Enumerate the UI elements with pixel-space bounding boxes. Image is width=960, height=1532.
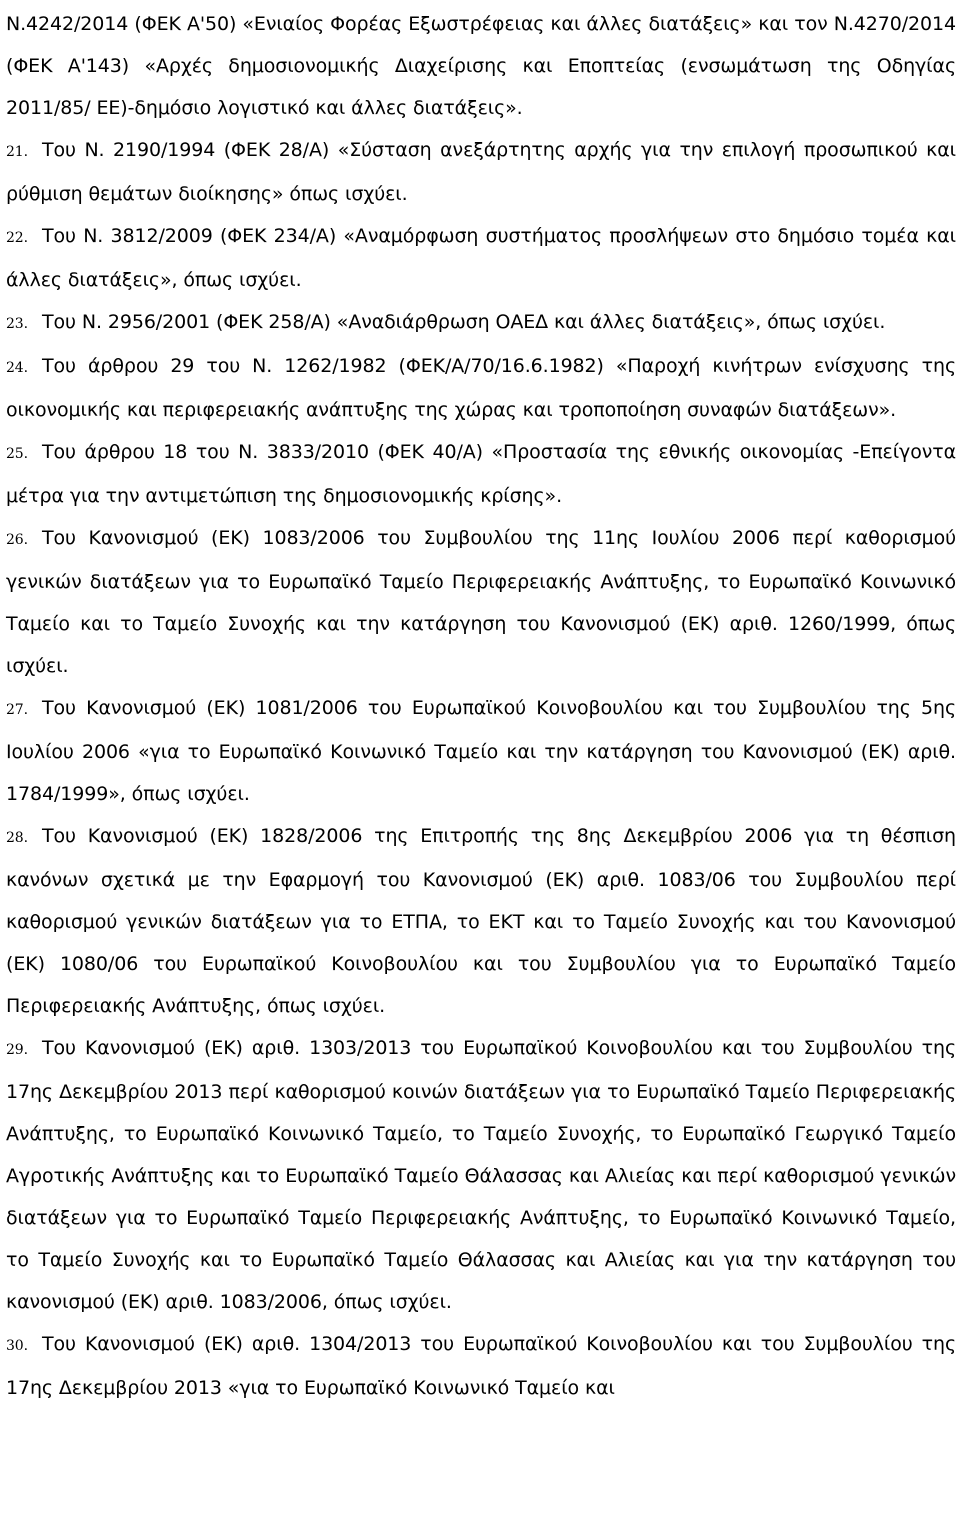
document-page — [6, 3, 956, 1409]
paragraph-text: Του Κανονισμού (ΕΚ) αριθ. 1303/2013 του Ευρωπαϊκού Κοινοβουλίου και του Συμβουλίου της 17ης Δεκεμβρίου 2013 περί καθορισμού κοινών διατάξεων για το Ευρωπαϊκό Ταμείο Περιφερειακής Ανάπτυξης, το Ευρωπαϊκό Κοινωνικό Ταμείο, το Ταμείο Συνοχής, το Ευρωπαϊκό Γεωργικό Ταμείο Αγροτικής Ανάπτυξης και το Ευρωπαϊκό Ταμείο Θάλασσας και Αλιείας και περί καθορισμού γενικών διατάξεων για το Ευρωπαϊκό Ταμείο Περιφερειακής Ανάπτυξης, το Ευρωπαϊκό Κοινωνικό Ταμείο, το Ταμείο Συνοχής και το Ευρωπαϊκό Ταμείο Θάλασσας και Αλιείας και για την κατάργηση του κανονισμού (ΕΚ) αριθ. 1083/2006, όπως ισχύει. — [6, 1037, 956, 1313]
paragraph-text: Του Ν. 2956/2001 (ΦΕΚ 258/Α) «Αναδιάρθρωση ΟΑΕΔ και άλλες διατάξεις», όπως ισχύει. — [42, 311, 886, 333]
paragraph-text: Ν.4242/2014 (ΦΕΚ Α'50) «Ενιαίος Φορέας Εξωστρέφειας και άλλες διατάξεις» και τον Ν.4270/2014 (ΦΕΚ Α'143) «Αρχές δημοσιονομικής Διαχείρισης και Εποπτείας (ενσωμάτωση της Οδηγίας 2011/85/ ΕΕ)-δημόσιο λογιστικό και άλλες διατάξεις». — [6, 13, 956, 119]
paragraph-text: Του άρθρου 29 του Ν. 1262/1982 (ΦΕΚ/Α/70/16.6.1982) «Παροχή κινήτρων ενίσχυσης της οικονομικής και περιφερειακής ανάπτυξης της χώρας και τροποποίηση συναφών διατάξεων». — [6, 355, 956, 421]
paragraph-text: Του Ν. 3812/2009 (ΦΕΚ 234/Α) «Αναμόρφωση συστήματος προσλήψεων στο δημόσιο τομέα και άλλες διατάξεις», όπως ισχύει. — [6, 225, 956, 291]
paragraph-number: 30. — [6, 1338, 28, 1354]
paragraph-text: Του Κανονισμού (ΕΚ) αριθ. 1304/2013 του Ευρωπαϊκού Κοινοβουλίου και του Συμβουλίου της 17ης Δεκεμβρίου 2013 «για το Ευρωπαϊκό Κοινωνικό Ταμείο και — [6, 1333, 956, 1399]
paragraph-number: 29. — [6, 1042, 28, 1058]
paragraph-number: 24. — [6, 360, 28, 376]
paragraph-text: Του άρθρου 18 του Ν. 3833/2010 (ΦΕΚ 40/Α) «Προστασία της εθνικής οικονομίας -Επείγοντα μέτρα για την αντιμετώπιση της δημοσιονομικής κρίσης». — [6, 441, 956, 507]
paragraph-29 — [6, 1027, 956, 1323]
paragraph-number: 22. — [6, 230, 28, 246]
paragraph-number: 21. — [6, 144, 28, 160]
paragraph-28 — [6, 815, 956, 1027]
paragraph-number: 27. — [6, 702, 28, 718]
paragraph-continuation — [6, 3, 956, 129]
paragraph-22 — [6, 215, 956, 301]
paragraph-text: Του Κανονισμού (ΕΚ) 1081/2006 του Ευρωπαϊκού Κοινοβουλίου και του Συμβουλίου της 5ης Ιουλίου 2006 «για το Ευρωπαϊκό Κοινωνικό Ταμείο και την κατάργηση του Κανονισμού (ΕΚ) αριθ. 1784/1999», όπως ισχύει. — [6, 697, 956, 805]
paragraph-27 — [6, 687, 956, 815]
paragraph-text: Του Κανονισμού (ΕΚ) 1828/2006 της Επιτροπής της 8ης Δεκεμβρίου 2006 για τη θέσπιση κανόνων σχετικά με την Εφαρμογή του Κανονισμού (ΕΚ) αριθ. 1083/06 του Συμβουλίου περί καθορισμού γενικών διατάξεων για το ΕΤΠΑ, το ΕΚΤ και το Ταμείο Συνοχής και του Κανονισμού (ΕΚ) 1080/06 του Ευρωπαϊκού Κοινοβουλίου και του Συμβουλίου για το Ευρωπαϊκό Ταμείο Περιφερειακής Ανάπτυξης, όπως ισχύει. — [6, 825, 956, 1017]
paragraph-number: 28. — [6, 830, 28, 846]
paragraph-25 — [6, 431, 956, 517]
paragraph-number: 23. — [6, 316, 28, 332]
paragraph-text: Του Κανονισμού (ΕΚ) 1083/2006 του Συμβουλίου της 11ης Ιουλίου 2006 περί καθορισμού γενικών διατάξεων για το Ευρωπαϊκό Ταμείο Περιφερειακής Ανάπτυξης, το Ευρωπαϊκό Κοινωνικό Ταμείο και το Ταμείο Συνοχής και την κατάργηση του Κανονισμού (ΕΚ) αριθ. 1260/1999, όπως ισχύει. — [6, 527, 956, 677]
paragraph-21 — [6, 129, 956, 215]
paragraph-23 — [6, 301, 956, 345]
paragraph-text: Του Ν. 2190/1994 (ΦΕΚ 28/Α) «Σύσταση ανεξάρτητης αρχής για την επιλογή προσωπικού και ρύθμιση θεμάτων διοίκησης» όπως ισχύει. — [6, 139, 956, 205]
paragraph-24 — [6, 345, 956, 431]
paragraph-30 — [6, 1323, 956, 1409]
paragraph-number: 26. — [6, 532, 28, 548]
paragraph-26 — [6, 517, 956, 687]
paragraph-number: 25. — [6, 446, 28, 462]
